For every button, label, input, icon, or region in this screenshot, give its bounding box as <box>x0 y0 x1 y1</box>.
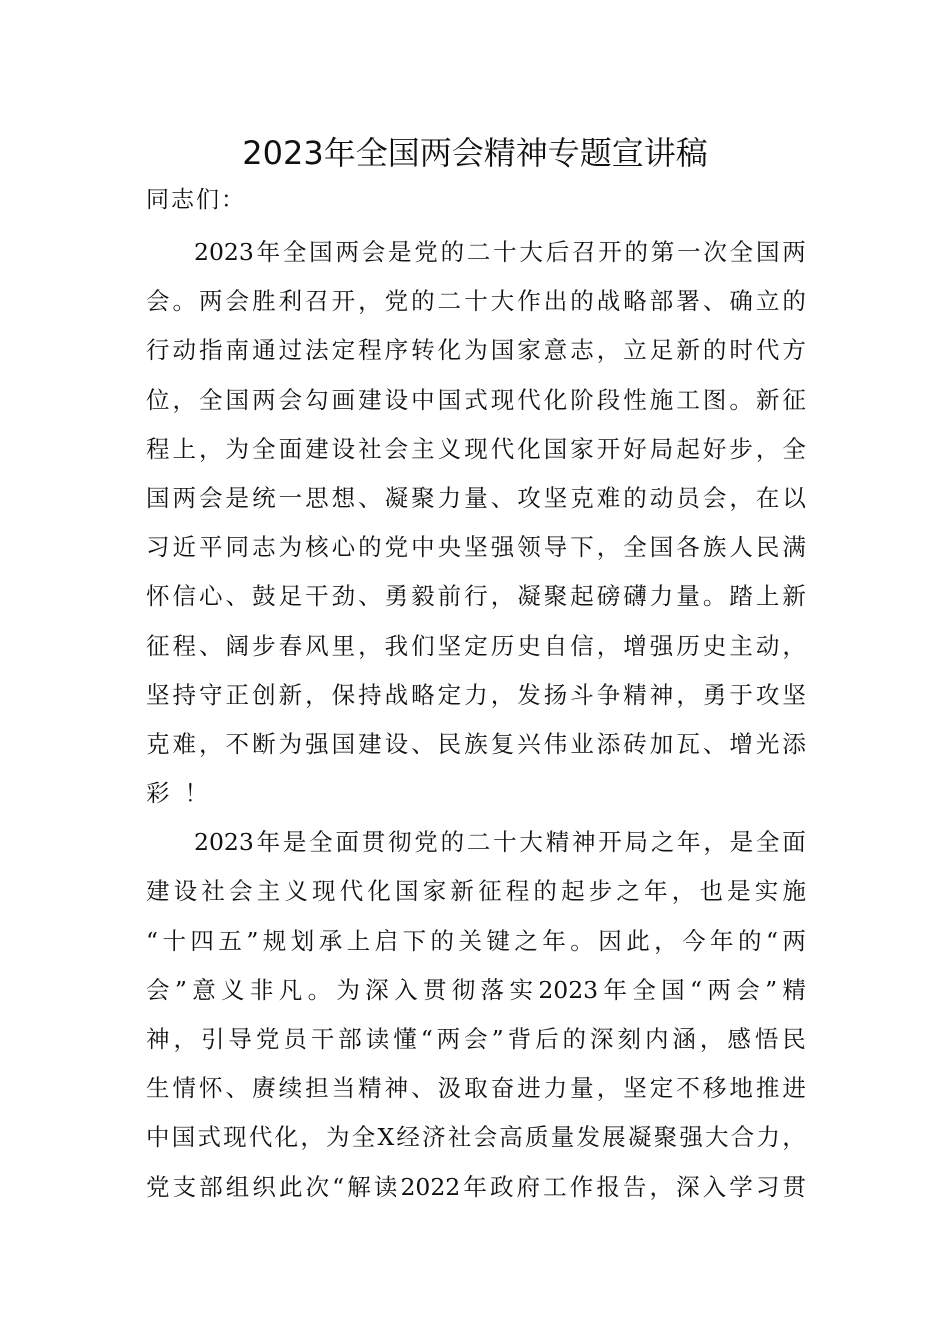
document-title: 2023年全国两会精神专题宣讲稿 <box>242 134 708 172</box>
text-line: 习 近 平 同 志 为 核 心 的 党 中 央 坚 强 领 导 下 ， 全 国 各 族 人 民 满 <box>146 533 806 562</box>
text-line: 怀 信 心 、 鼓 足 干 劲 、 勇 毅 前 行 ， 凝 聚 起 磅 礴 力 量 。 踏 上 新 <box>146 582 806 611</box>
text-line: 中 国 式 现 代 化 ， 为 全 X 经 济 社 会 高 质 量 发 展 凝 聚 强 大 合 力 ， <box>146 1123 806 1152</box>
text-line: 神 ， 引 导 党 员 干 部 读 懂 “ 两 会 ” 背 后 的 深 刻 内 涵 ， 感 悟 民 <box>146 1025 806 1053</box>
text-line: 克 难 ， 不 断 为 强 国 建 设 、 民 族 复 兴 伟 业 添 砖 加 瓦 、 增 光 添 <box>146 729 806 758</box>
document-body <box>146 228 806 1212</box>
greeting: 同志们： <box>146 187 246 213</box>
text-line: 建 设 社 会 主 义 现 代 化 国 家 新 征 程 的 起 步 之 年 ， 也 是 实 施 <box>146 877 806 906</box>
text-line: 国 两 会 是 统 一 思 想 、 凝 聚 力 量 、 攻 坚 克 难 的 动 员 会 ， 在 以 <box>146 483 806 512</box>
text-line: 位 ， 全 国 两 会 勾 画 建 设 中 国 式 现 代 化 阶 段 性 施 工 图 。 新 征 <box>146 385 806 414</box>
text-line: 行 动 指 南 通 过 法 定 程 序 转 化 为 国 家 意 志 ， 立 足 新 的 时 代 方 <box>146 336 806 365</box>
text-line: 2023 年 全 国 两 会 是 党 的 二 十 大 后 召 开 的 第 一 次 全 国 两 <box>194 238 806 266</box>
text-line: 会 ” 意 义 非 凡 。 为 深 入 贯 彻 落 实 2023 年 全 国 “ 两 会 ” 精 <box>146 975 806 1004</box>
text-line: 彩 ！ <box>146 779 223 808</box>
text-line: 党 支 部 组 织 此 次 “ 解 读 2022 年 政 府 工 作 报 告 ， 深 入 学 习 贯 <box>146 1172 806 1201</box>
text-line: 征 程 、 阔 步 春 风 里 ， 我 们 坚 定 历 史 自 信 ， 增 强 历 史 主 动 ， <box>146 631 806 660</box>
text-line: 生 情 怀 、 赓 续 担 当 精 神 、 汲 取 奋 进 力 量 ， 坚 定 不 移 地 推 进 <box>146 1074 806 1103</box>
text-line: 会 。 两 会 胜 利 召 开 ， 党 的 二 十 大 作 出 的 战 略 部 署 、 确 立 的 <box>146 287 806 316</box>
text-line: 程 上 ， 为 全 面 建 设 社 会 主 义 现 代 化 国 家 开 好 局 起 好 步 ， 全 <box>146 434 806 463</box>
text-line: “ 十 四 五 ” 规 划 承 上 启 下 的 关 键 之 年 。 因 此 ， 今 年 的 “ 两 <box>146 926 806 955</box>
text-line: 坚 持 守 正 创 新 ， 保 持 战 略 定 力 ， 发 扬 斗 争 精 神 ， 勇 于 攻 坚 <box>146 680 806 709</box>
text-line: 2023 年 是 全 面 贯 彻 党 的 二 十 大 精 神 开 局 之 年 ， 是 全 面 <box>194 828 806 857</box>
